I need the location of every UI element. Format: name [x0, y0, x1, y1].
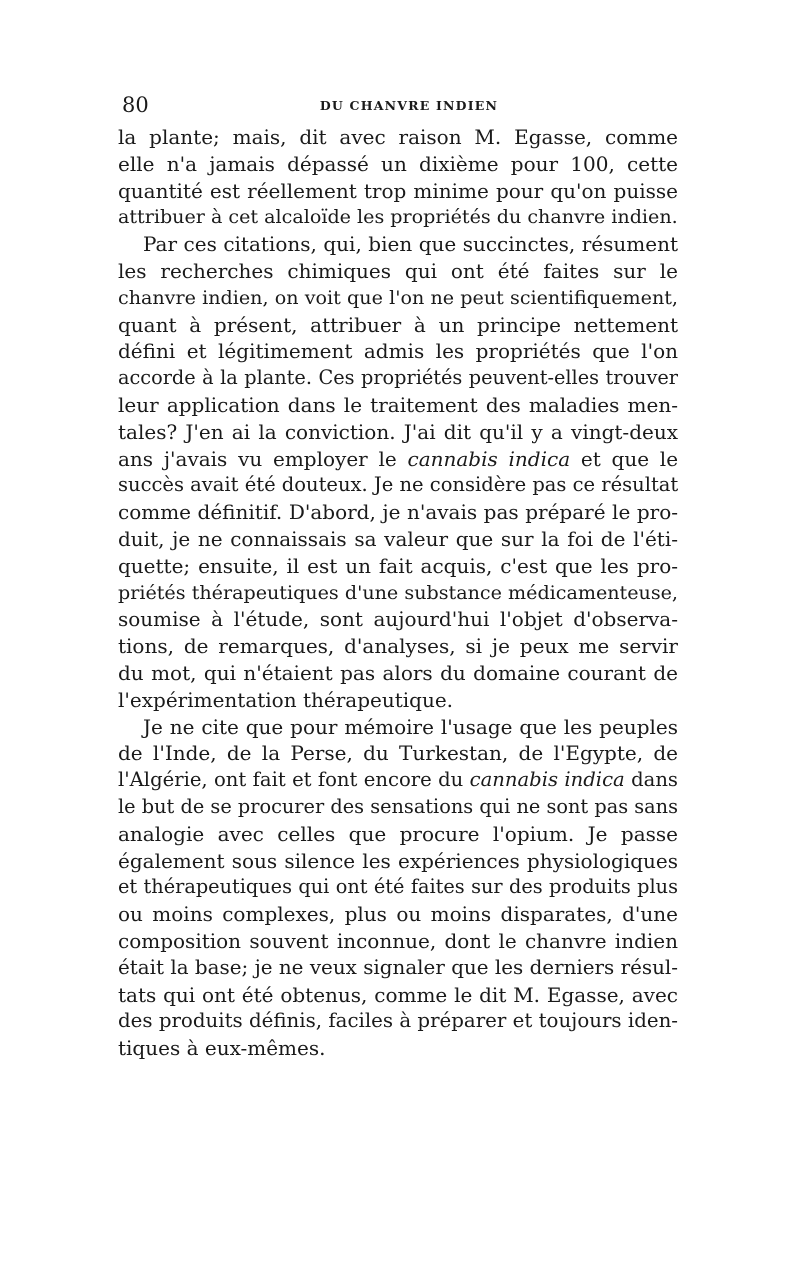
page-number: 80 [122, 93, 149, 117]
text-line: ou moins complexes, plus ou moins disparates, d'une [118, 902, 678, 927]
text-line: tales? J'en ai la conviction. J'ai dit qu'il y a vingt-deux [118, 419, 678, 444]
text-line: soumise à l'étude, sont aujourd'hui l'objet d'observa- [118, 607, 678, 632]
book-page [118, 92, 678, 1062]
text-run: dans [631, 768, 678, 792]
text-line: succès avait été douteux. Je ne considère pas ce résultat [118, 473, 679, 497]
page-header [118, 92, 678, 122]
text-line: le but de se procurer des sensations qui ne sont pas sans [118, 794, 678, 818]
text-line: Je ne cite que pour mémoire l'usage que les peuples [143, 714, 678, 739]
text-line: également sous silence les expériences physiologiques [118, 848, 678, 873]
italic-term: cannabis indica [407, 446, 571, 471]
text-line: quette; ensuite, il est un fait acquis, c'est que les pro- [118, 553, 678, 578]
text-line: tions, de remarques, d'analyses, si je peux me servir [118, 634, 678, 659]
text-line: priétés thérapeutiques d'une substance médicamenteuse, [118, 580, 678, 604]
text-line [118, 767, 678, 794]
text-line [118, 446, 678, 473]
text-line: les recherches chimiques qui ont été faites sur le [118, 258, 678, 283]
text-line: de l'Inde, de la Perse, du Turkestan, de l'Egypte, de [118, 741, 678, 766]
text-line: tiques à eux-mêmes. [118, 1036, 326, 1061]
text-line: duit, je ne connaissais sa valeur que sur la foi de l'éti- [118, 526, 678, 551]
text-line: attribuer à cet alcaloïde les propriétés du chanvre indien. [118, 205, 678, 229]
text-line: comme définitif. D'abord, je n'avais pas préparé le pro- [118, 500, 678, 525]
text-line: Par ces citations, qui, bien que succinctes, résument [143, 232, 678, 257]
text-line: leur application dans le traitement des maladies men- [118, 392, 678, 417]
body-text [118, 124, 678, 1062]
text-line: des produits définis, faciles à préparer et toujours iden- [118, 1009, 678, 1033]
text-line: tats qui ont été obtenus, comme le dit M. Egasse, avec [118, 982, 678, 1007]
text-run: et que le [580, 446, 679, 471]
text-line: et thérapeutiques qui ont été faites sur des produits plus [118, 875, 678, 899]
text-line: accorde à la plante. Ces propriétés peuvent-elles trouver [118, 366, 678, 390]
text-line: chanvre indien, on voit que l'on ne peut scientifiquement, [118, 285, 678, 309]
text-line: était la base; je ne veux signaler que les derniers résul- [118, 955, 678, 979]
text-line: analogie avec celles que procure l'opium. Je passe [118, 821, 678, 846]
text-line: elle n'a jamais dépassé un dixième pour 100, cette [118, 151, 678, 176]
text-line: quantité est réellement trop minime pour qu'on puisse [118, 178, 678, 203]
text-line: quant à présent, attribuer à un principe nettement [118, 312, 678, 337]
text-line: l'expérimentation thérapeutique. [118, 687, 454, 712]
running-head: DU CHANVRE INDIEN [319, 98, 499, 113]
text-line: du mot, qui n'étaient pas alors du domaine courant de [118, 660, 678, 685]
text-run: ans j'avais vu employer le [118, 446, 397, 471]
italic-term: cannabis indica [469, 768, 625, 792]
text-line: composition souvent inconnue, dont le chanvre indien [118, 928, 678, 953]
text-line: défini et légitimement admis les propriétés que l'on [118, 339, 678, 364]
text-run: l'Algérie, ont fait et font encore du [118, 768, 464, 792]
text-line: la plante; mais, dit avec raison M. Egasse, comme [118, 125, 678, 149]
